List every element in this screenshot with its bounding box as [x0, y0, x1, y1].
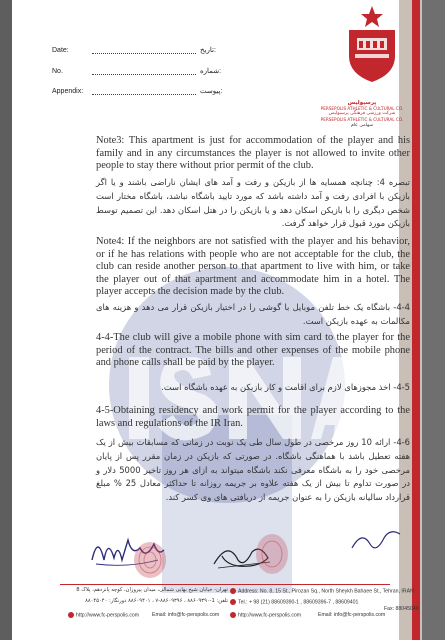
footer-address-en-text: Address: No. 8, 15 St., Pirozan Sq., North Sheykh Bahaee St., Tehran, IRAN [238, 588, 414, 595]
footer-email-en[interactable] [318, 612, 385, 618]
date-label: Date: [52, 47, 69, 54]
footer-email-fa[interactable] [152, 612, 219, 618]
fingerprint-left-icon [130, 540, 170, 580]
persepolis-logo-icon [337, 4, 407, 84]
clause-4-5-en: 4-5-Obtaining residency and work permit for the player according to the laws and regulations of the IR Iran. [96, 405, 410, 429]
note-4-fa: تبصره 4: چنانچه همسایه ها از بازیکن و رفت و آمد های ایشان ناراضی باشند و یا اگر بازیکن با افرادی رفت و آمد داشته باشد که مورد تایید باشگاه نباشد، باشگاه مختار است شخص دیگری را با بازیکن اسکان دهد و یا بازیکن را در هتل اسکان دهد. این تصمیم توسط بازیکن مورد قبول قرار خواهد گرفت. [96, 177, 410, 229]
appendix-field [52, 87, 222, 95]
clause-4-4-en: 4-4-The club will give a mobile phone with sim card to the player for the period of the contract. The bills and other expenses of the mobile phone and phone calls shall be paid by the player. [96, 332, 410, 368]
note-3-en: Note3: This apartment is just for accommodation of the player and his family and in any circumstances the player is not allowed to invite other people to stay there without prior permit of the club. [96, 135, 410, 171]
clause-4-4-fa: 4-4- باشگاه یک خط تلفن موبایل با گوشی را در اختیار بازیکن قرار می دهد و هزینه های مکالمات به عهده بازیکن است. [96, 302, 410, 326]
clause-4-6-fa: 4-6- ارائه 10 روز مرخصی در طول سال طی یک نوبت در زمانی که مسابقات بیش از یک هفته تعطیل باشد با هماهنگی باشگاه. در صورتی که بازیکن در زمان مقرر پس از پایان مرخصی خود را به باشگاه معرفی نکند باشگاه میتواند به ازای هر روز تاخیر 5000 دلار و در صورت تداوم تا بیش از یک هفته علاوه بر جریمه روزانه تا حداکثر معادل 25 % مبلغ قرارداد سالیانه بازیکن را به عنوان جریمه از دریافتی های وی کسر کند. [96, 437, 411, 503]
footer-web-en-link[interactable]: http://www.fc-perspolis.com [238, 612, 302, 619]
fingerprint-middle-icon [252, 532, 292, 576]
date-label-fa: تاریخ: [200, 47, 216, 54]
footer-fax-en [384, 606, 419, 612]
footer-address-en [230, 588, 414, 594]
org-full-name-fa: شرکت ورزشی فرهنگی پرسپولیس [328, 111, 396, 116]
signature-right-icon [348, 520, 404, 560]
letterhead-page [12, 0, 422, 640]
footer-tel-fa: تلفن: 1-۸۸۶۰۹۳۹۰ ، ۸۸۶۰۹۳۹۶-۷ ، ۸۸۶۰۹۴۰۱ دورنگار: ۸۸۰۴۵۰۴۰ [85, 598, 228, 604]
number-field [52, 67, 221, 75]
footer-web-en[interactable] [230, 612, 301, 618]
date-field [52, 46, 216, 54]
footer-divider [60, 584, 390, 585]
footer-web-fa-link[interactable]: http://www.fc-perspolis.com [76, 612, 140, 619]
appendix-label: Appendix: [52, 88, 84, 95]
footer-tel-en-text: Tel.: + 98 (21) 88609390-1 , 88609396-7 , 88609401 [238, 599, 359, 606]
number-label-fa: شماره: [200, 68, 222, 75]
number-label: No. [52, 68, 63, 75]
clause-4-5-fa: 4-5- اخذ مجوزهای لازم برای اقامت و کار بازیکن به عهده باشگاه است. [161, 382, 410, 392]
note-4-en: Note4: If the neighbors are not satisfied with the player and his behavior, or if he has relations with people who are not acceptable for the club, the club can reside another person to that apartment to live with him, or take the player out of that apartment and accommodate him in a hotel. The player accepts the decision made by the club. [96, 236, 410, 297]
appendix-label-fa: پیوست: [200, 88, 223, 95]
footer-web-fa[interactable] [68, 612, 139, 618]
org-name-fa: پرسپولیس [347, 100, 377, 106]
footer-tel-en [230, 599, 358, 605]
org-name-en: PERSEPOLIS ATHLETIC & CULTURAL CO. [320, 106, 404, 111]
footer-address-fa: تهران- خیابان شیخ بهایی شمالی، میدان پیروزان، کوچه پانزدهم، پلاک 8 [76, 587, 228, 593]
footer-fax-en-text: Fax: 88045040 [384, 606, 419, 612]
footer-email-en-link[interactable]: Email: info@fc-perspolis.com [318, 612, 386, 618]
scan-left-edge [0, 0, 12, 640]
org-type-fa: سهامی عام [350, 123, 374, 128]
footer-email-fa-link[interactable]: Email: info@fc-perspolis.com [152, 612, 220, 618]
org-full-name-en: PERSEPOLIS ATHLETIC & CULTURAL CO. [320, 117, 404, 122]
